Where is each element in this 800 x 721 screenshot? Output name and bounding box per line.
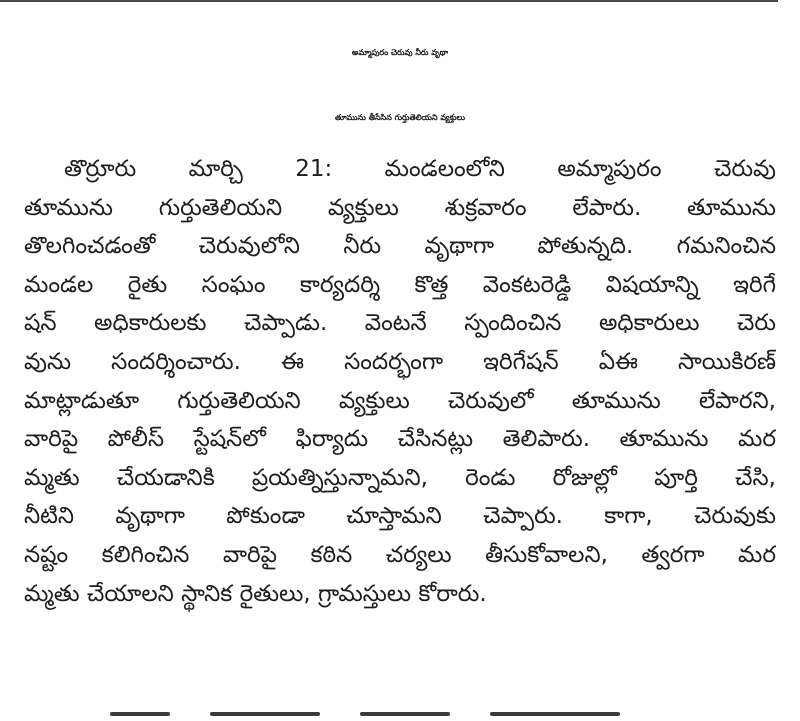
body-line: మాట్లాడుతూ గుర్తుతెలియని వ్యక్తులు చెరువులో తూమును లేపారని,	[24, 387, 776, 414]
body-line: మండల రైతు సంఘం కార్యదర్శి కొత్త వెంకటరెడ్డి విషయాన్ని ఇరిగే	[24, 271, 776, 298]
body-line: వారిపై పోలీస్ స్టేషన్‌లో ఫిర్యాదు చేసినట్లు తెలిపారు. తూమును మర	[24, 426, 776, 453]
body-line: తొలగించడంతో చెరువులోని నీరు వృథాగా పోతున్నది. గమనించిన	[24, 233, 776, 260]
article-body	[24, 150, 776, 613]
body-line: నష్టం కలిగించిన వారిపై కఠిన చర్యలు తీసుకోవాలని, త్వరగా మర	[24, 541, 776, 568]
body-line: తొర్రూరు మార్చి 21: మండలంలోని అమ్మాపురం చెరువు	[64, 156, 776, 182]
cut-off-next-line	[110, 712, 730, 721]
body-line: షన్ అధికారులకు చెప్పాడు. వెంటనే స్పందించిన అధికారులు చెరు	[24, 310, 776, 337]
top-border-rule	[0, 0, 778, 2]
article-headline: అమ్మాపురం చెరువు నీరు వృథా	[351, 48, 449, 57]
body-line: వును సందర్శించారు. ఈ సందర్భంగా ఇరిగేషన్ ఏఈ సాయికిరణ్	[24, 348, 776, 375]
body-line: మ్మతు చేయాలని స్థానిక రైతులు, గ్రామస్తులు కోరారు.	[24, 580, 487, 607]
body-line: నీటిని వృథాగా పోకుండా చూస్తామని చెప్పారు. కాగా, చెరువుకు	[24, 503, 776, 530]
article-subheadline: తూమును తీసేసిన గుర్తుతెలియని వ్యక్తులు	[335, 113, 465, 122]
body-line: తూమును గుర్తుతెలియని వ్యక్తులు శుక్రవారం లేపారు. తూమును	[24, 194, 776, 221]
body-line: మ్మతు చేయడానికి ప్రయత్నిస్తున్నామని, రెండు రోజుల్లో పూర్తి చేసి,	[24, 464, 776, 491]
